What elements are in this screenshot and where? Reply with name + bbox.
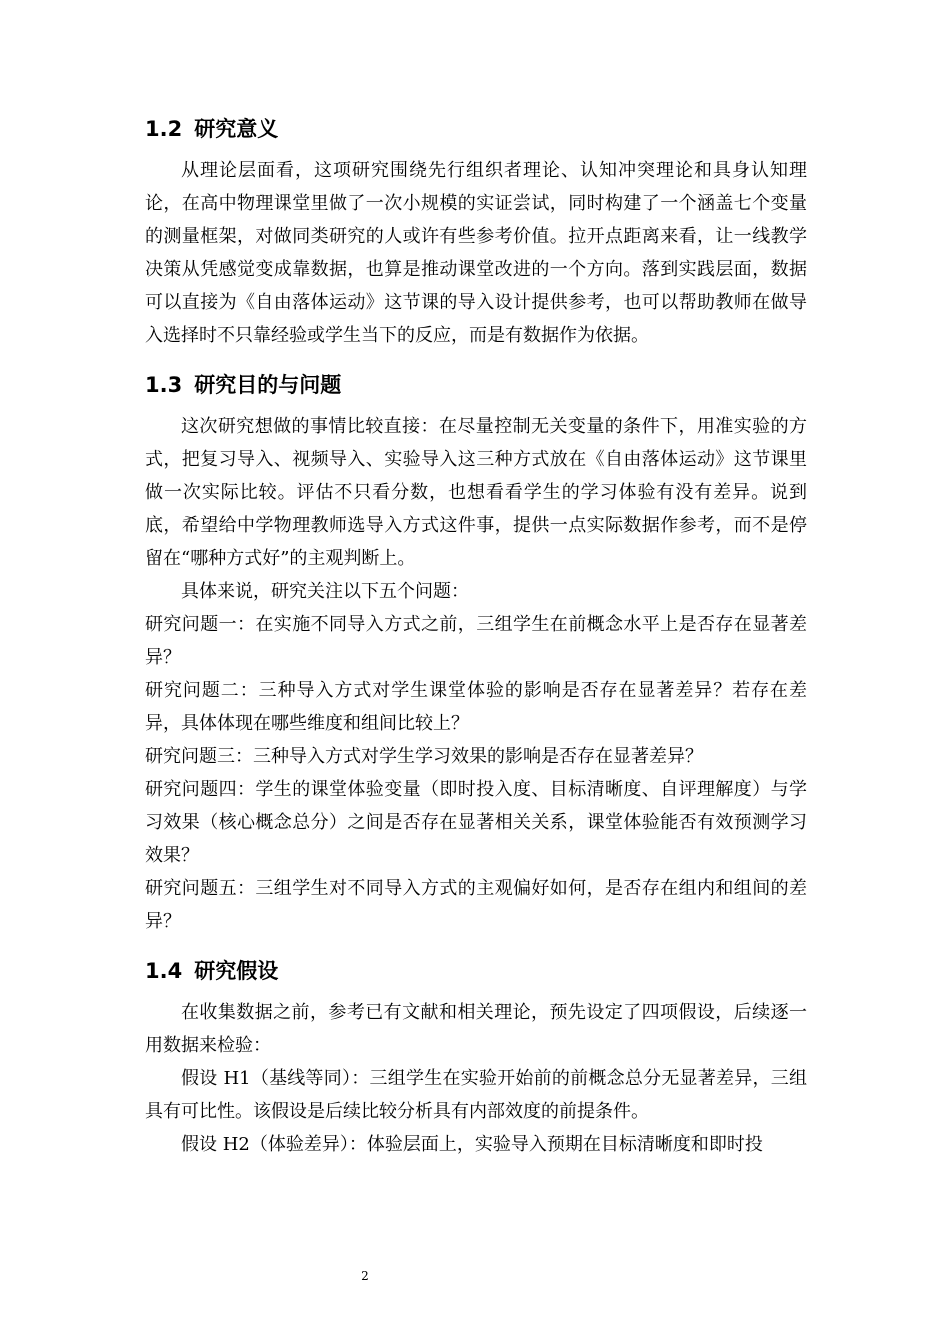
paragraph: 这次研究想做的事情比较直接：在尽量控制无关变量的条件下，用准实验的方式，把复习导入、视频导入、实验导入这三种方式放在《自由落体运动》这节课里做一次实际比较。评估不只看分数，也想看看学生的学习体验有没有差异。说到底，希望给中学物理教师选导入方式这件事，提供一点实际数据作参考，而不是停留在“哪种方式好”的主观判断上。 bbox=[145, 416, 807, 569]
paragraph: 从理论层面看，这项研究围绕先行组织者理论、认知冲突理论和具身认知理论，在高中物理课堂里做了一次小规模的实证尝试，同时构建了一个涵盖七个变量的测量框架，对做同类研究的人或许有些参考价值。拉开点距离来看，让一线教学决策从凭感觉变成靠数据，也算是推动课堂改进的一个方向。落到实践层面，数据可以直接为《自由落体运动》这节课的导入设计提供参考，也可以帮助教师在做导入选择时不只靠经验或学生当下的反应，而是有数据作为依据。 bbox=[145, 160, 807, 346]
section-number: 1.4 bbox=[145, 959, 183, 983]
section-title: 研究假设 bbox=[194, 959, 279, 983]
research-question-4: 研究问题四：学生的课堂体验变量（即时投入度、目标清晰度、自评理解度）与学习效果（核心概念总分）之间是否存在显著相关关系，课堂体验能否有效预测学习效果？ bbox=[145, 779, 807, 866]
section-title: 研究目的与问题 bbox=[194, 373, 342, 397]
section-heading-1-3 bbox=[145, 368, 807, 402]
section-number: 1.2 bbox=[145, 117, 183, 141]
section-heading-1-2 bbox=[145, 112, 807, 146]
page-number: 2 bbox=[361, 1269, 369, 1283]
paragraph: 在收集数据之前，参考已有文献和相关理论，预先设定了四项假设，后续逐一用数据来检验： bbox=[145, 1002, 807, 1056]
section-title: 研究意义 bbox=[194, 117, 279, 141]
hypothesis-h2: 假设 H2（体验差异）：体验层面上，实验导入预期在目标清晰度和即时投 bbox=[181, 1134, 763, 1155]
research-question-3: 研究问题三：三种导入方式对学生学习效果的影响是否存在显著差异？ bbox=[145, 746, 703, 767]
page-content bbox=[145, 112, 807, 1161]
research-question-2: 研究问题二：三种导入方式对学生课堂体验的影响是否存在显著差异？若存在差异，具体体现在哪些维度和组间比较上？ bbox=[145, 680, 807, 734]
research-question-1: 研究问题一：在实施不同导入方式之前，三组学生在前概念水平上是否存在显著差异？ bbox=[145, 614, 807, 668]
paragraph: 具体来说，研究关注以下五个问题： bbox=[181, 581, 469, 602]
section-heading-1-4 bbox=[145, 954, 807, 988]
research-question-5: 研究问题五：三组学生对不同导入方式的主观偏好如何，是否存在组内和组间的差异？ bbox=[145, 878, 807, 932]
hypothesis-h1: 假设 H1（基线等同）：三组学生在实验开始前的前概念总分无显著差异，三组具有可比性。该假设是后续比较分析具有内部效度的前提条件。 bbox=[145, 1068, 807, 1122]
section-number: 1.3 bbox=[145, 373, 183, 397]
